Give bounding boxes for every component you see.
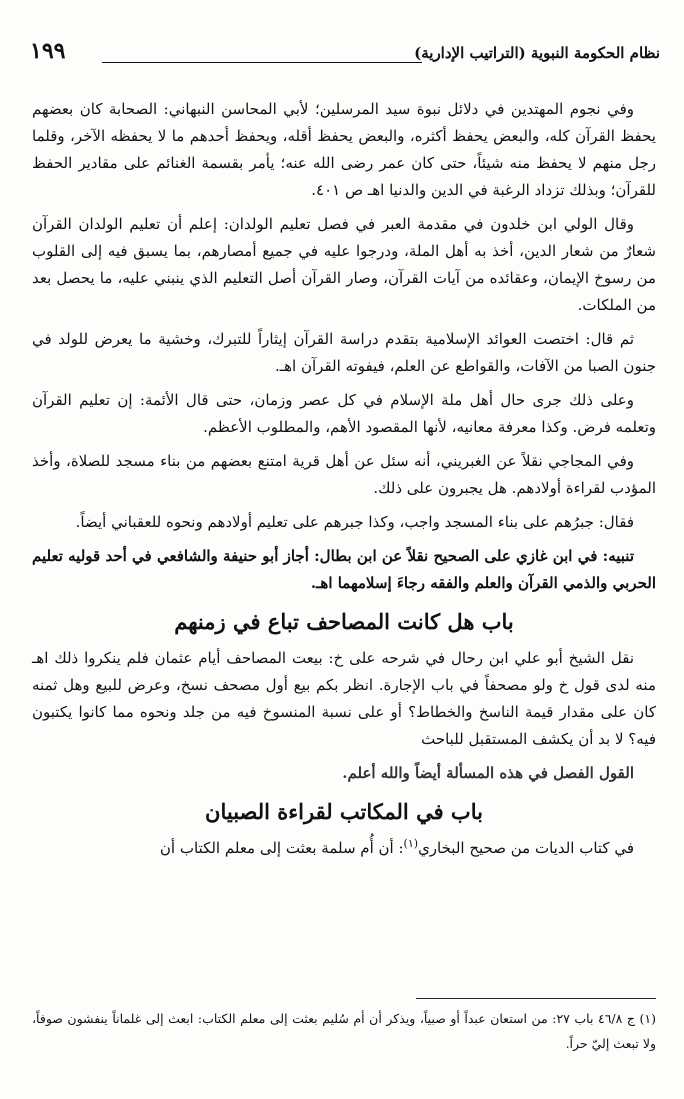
- paragraph-fatwa: فقال: جبرُهم على بناء المسجد واجب، وكذا جبرهم على تعليم أولادهم ونحوه للعقباني أيضاً.: [75, 513, 634, 531]
- paragraph-then-said: ثم قال: اختصت العوائد الإسلامية بتقدم دراسة القرآن إيثاراً للتبرك، وخشية ما يعرض للولد في جنون الصبا من الآفات، والقواطع عن العلم، فيفوته القرآن اهـ.: [32, 330, 656, 375]
- paragraph-majaji: وفي المجاجي نقلاً عن الغبريني، أنه سئل عن أهل قرية امتنع بعضهم من بناء مسجد للصلاة، وأخذ المؤدب لقراءة أولادهم. هل يجبرون على ذلك.: [32, 452, 656, 497]
- paragraph-ibn-khaldun: وقال الولي ابن خلدون في مقدمة العبر في فصل تعليم الولدان: إعلم أن تعليم الولدان القرآن شعارٌ من شعار الدين، أخذ به أهل الملة، ودرجوا عليه في جميع أمصارهم، بما يسبق فيه إلى القلوب من رسوخ الإيمان، وعقائده من آيات القرآن، وصار القرآن أصل التعليم الذي ينبني عليه، ما يحصل بعد من الملكات.: [32, 215, 656, 314]
- running-title: نظام الحكومة النبوية (التراتيب الإدارية): [414, 44, 660, 62]
- paragraph-imams: وعلى ذلك جرى حال أهل ملة الإسلام في كل عصر وزمان، حتى قال الأئمة: إن تعليم القرآن وتعلمه فرض. وكذا معرفة معانيه، لأنها المقصود الأهم، والمطلوب الأعظم.: [32, 391, 656, 436]
- notice-paragraph: تنبيه: في ابن غازي على الصحيح نقلاً عن ابن بطال: أجاز أبو حنيفة والشافعي في أحد قوليه تعليم الحربي والذمي القرآن والعلم والفقه رجاءَ إسلامهما اهـ.: [32, 547, 656, 592]
- section-heading-mushaf-sale: باب هل كانت المصاحف تباع في زمنهم: [174, 609, 514, 634]
- kuttab-text-end: : أن أُم سلمة بعثت إلى معلم الكتاب أن: [159, 839, 404, 857]
- footnote-rule: [416, 998, 656, 999]
- page-body: [32, 96, 656, 869]
- kuttab-text-start: في كتاب الديات من صحيح البخاري: [418, 839, 634, 857]
- footnote: (١) ج ٤٦/٨ باب ٢٧: من استعان عبداً أو صبياً، ويذكر أن أم سُليم بعثت إلى معلم الكتاب: ابعث إلى غلماناً ينفشون صوفاً، ولا تبعث إليّ حراً.: [32, 1011, 656, 1051]
- paragraph-kuttab: [32, 835, 656, 862]
- section-heading-kuttab: باب في المكاتب لقراءة الصبيان: [205, 799, 483, 824]
- page-header: [30, 38, 660, 72]
- paragraph-mushaf-sale: نقل الشيخ أبو علي ابن رحال في شرحه على خ: بيعت المصاحف أيام عثمان فلم ينكروا ذلك اهـ منه لدى قول خ ولو مصحفاً في باب الإجارة. انظر بكم بيع أول مصحف نسخ، وعرض للبيع وهل ثمنه كان على مقدار قيمة الناسخ والخطاط؟ أو على نسبة المنسوخ فيه من جلد ونحوه مما كانوا يكتبون فيه؟ لا بد أن يكشف المستقبل للباحث: [32, 649, 656, 748]
- page-number: ١٩٩: [30, 38, 66, 64]
- header-rule: [102, 62, 422, 63]
- paragraph-final-word: القول الفصل في هذه المسألة أيضاً والله أعلم.: [342, 764, 634, 782]
- footnote-marker[interactable]: (١): [403, 837, 419, 850]
- paragraph-nujum: وفي نجوم المهتدين في دلائل نبوة سيد المرسلين؛ لأبي المحاسن النبهاني: الصحابة كان بعضهم يحفظ القرآن كله، والبعض يحفظ أكثره، والبعض يحفظ أقله، ويحفظ أحدهم ما لا يحفظه الآخر، وقلما رجل منهم لا يحفظ منه شيئاً، حتى كان عمر رضى الله عنه؛ يأمر بقسمة الغنائم على مقادير الحفظ للقرآن؛ وبذلك تزداد الرغبة في الدين والدنيا اهـ ص ٤٠١.: [32, 100, 656, 199]
